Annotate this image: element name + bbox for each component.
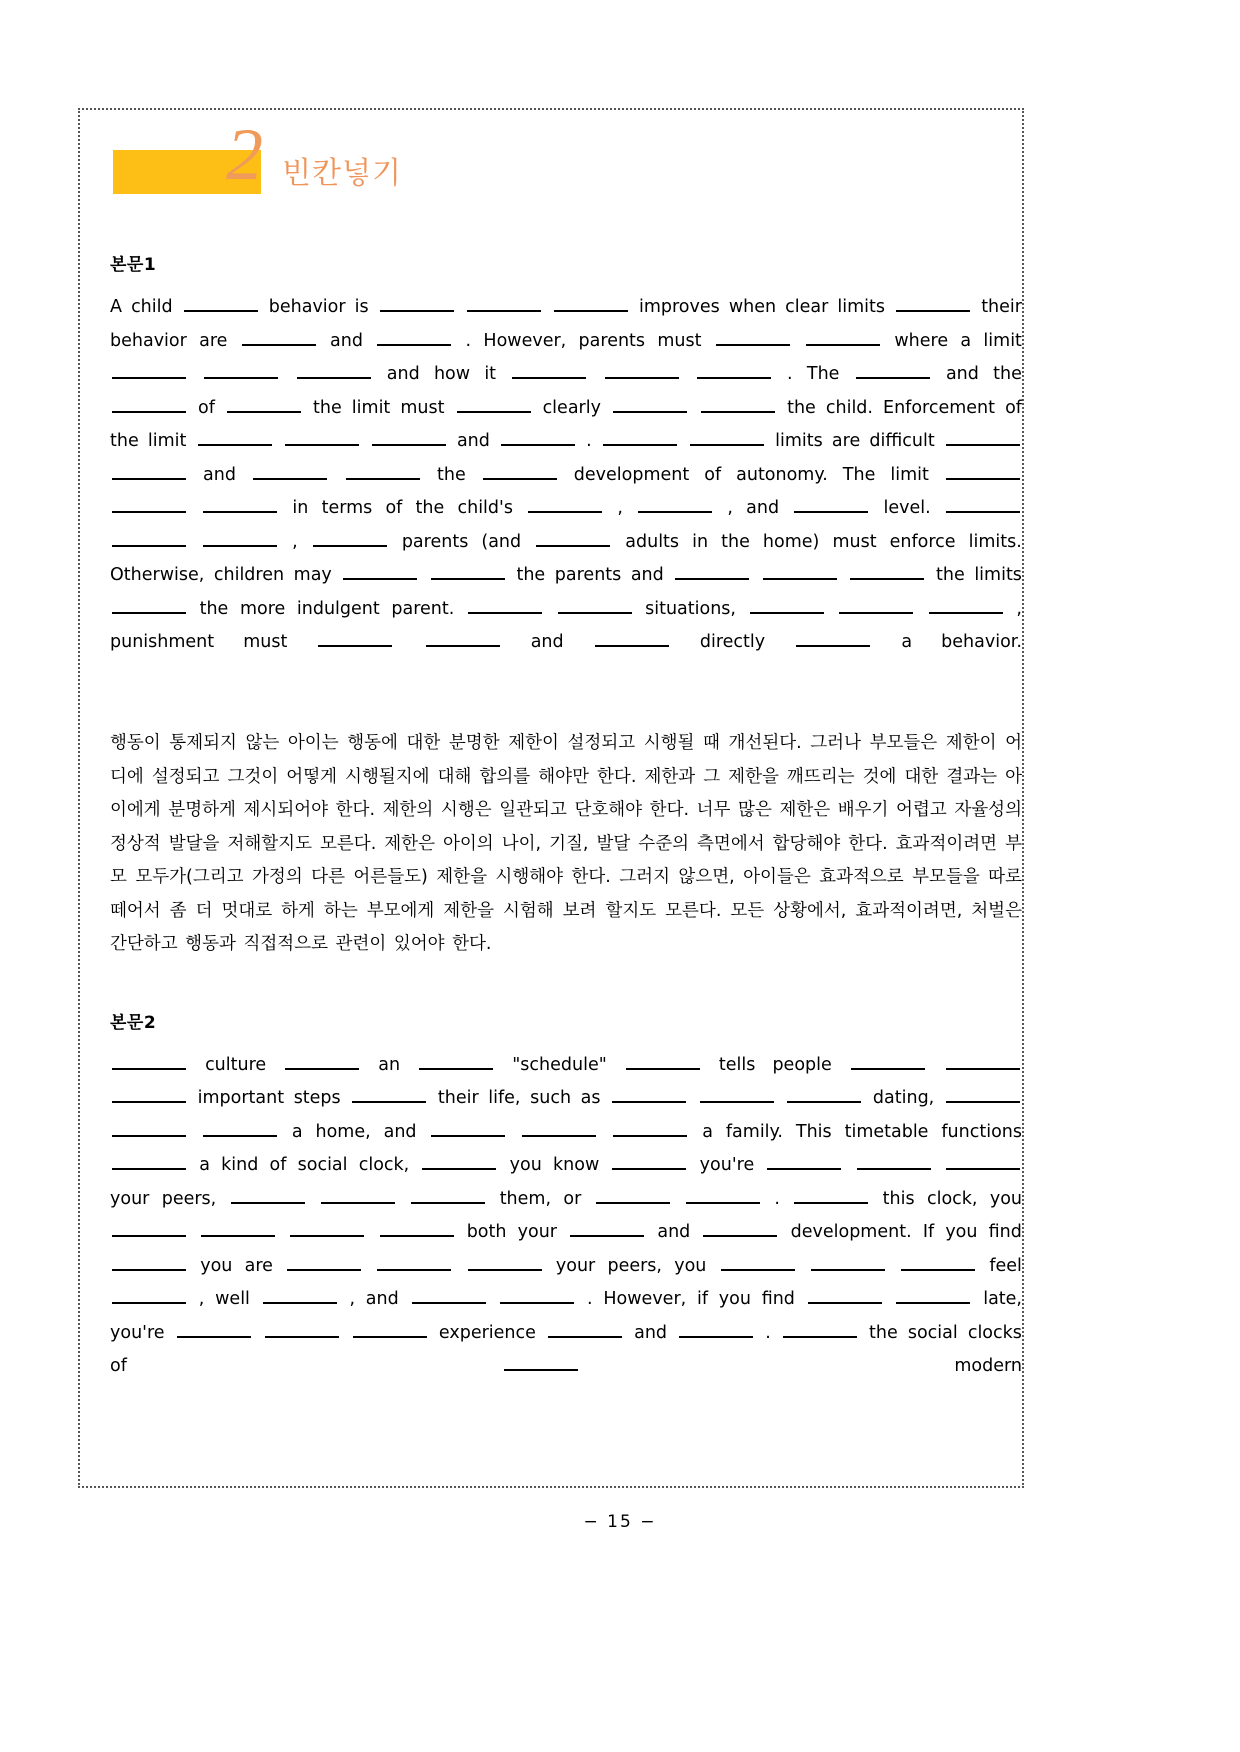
passage-2	[110, 1008, 1022, 1418]
cloze-word: functions	[941, 1121, 1022, 1142]
cloze-word: both	[466, 1222, 507, 1242]
cloze-word: Otherwise,	[110, 565, 205, 585]
cloze-word: of	[1005, 397, 1022, 418]
cloze-word: and	[945, 364, 979, 384]
cloze-word: of	[269, 1155, 287, 1175]
cloze-word: late,	[983, 1289, 1022, 1309]
cloze-word: parents	[401, 531, 469, 552]
cloze-word: social	[297, 1155, 348, 1175]
cloze-word: the	[437, 464, 466, 485]
blank-field[interactable]	[690, 431, 764, 446]
cloze-word: clocks	[967, 1322, 1022, 1343]
cloze-word: limit	[890, 464, 929, 485]
cloze-word: home,	[315, 1121, 371, 1142]
cloze-word: .	[787, 364, 793, 384]
cloze-word: a	[199, 1155, 210, 1175]
blank-field[interactable]	[422, 1155, 496, 1170]
blank-field[interactable]	[612, 1088, 686, 1103]
blank-field[interactable]	[287, 1256, 361, 1271]
cloze-word: and	[330, 330, 363, 351]
blank-field[interactable]	[596, 1189, 670, 1204]
cloze-word: and	[634, 1322, 668, 1343]
blank-field[interactable]	[457, 398, 531, 413]
cloze-word: peers,	[161, 1188, 217, 1209]
page-title: 빈칸넣기	[282, 156, 402, 191]
cloze-word: peers,	[607, 1255, 662, 1276]
section-header	[110, 114, 1022, 206]
blank-field[interactable]	[112, 1122, 186, 1137]
blank-field[interactable]	[946, 465, 1020, 480]
cloze-word: behavior	[110, 330, 187, 351]
cloze-word: ,	[1016, 598, 1022, 619]
blank-field[interactable]	[679, 1323, 753, 1338]
cloze-word: experience	[438, 1322, 536, 1343]
cloze-word: the	[721, 531, 750, 552]
cloze-word: your	[517, 1222, 557, 1242]
cloze-word: behavior	[268, 297, 346, 317]
blank-field[interactable]	[783, 1323, 857, 1338]
cloze-word: autonomy.	[736, 464, 828, 485]
blank-field[interactable]	[857, 1155, 931, 1170]
cloze-word: behavior.	[941, 632, 1022, 652]
cloze-word: "schedule"	[512, 1054, 607, 1075]
cloze-word: you	[674, 1255, 707, 1276]
cloze-word: is	[354, 297, 369, 317]
blank-field[interactable]	[946, 1088, 1020, 1103]
cloze-word: family.	[725, 1121, 783, 1142]
passage-1-label: 본문1	[110, 255, 157, 275]
cloze-word: .	[465, 330, 472, 351]
cloze-word: home)	[762, 531, 820, 552]
cloze-word: the	[516, 565, 546, 585]
cloze-word: .	[774, 1188, 780, 1209]
cloze-word: clock,	[926, 1188, 978, 1209]
cloze-word: (and	[481, 531, 522, 552]
blank-field[interactable]	[929, 599, 1003, 614]
blank-field[interactable]	[811, 1256, 885, 1271]
blank-field[interactable]	[856, 364, 930, 379]
cloze-word: clear	[785, 297, 829, 317]
cloze-word: as	[580, 1088, 601, 1108]
blank-field[interactable]	[901, 1256, 975, 1271]
blank-field[interactable]	[554, 297, 628, 312]
cloze-word: of	[704, 464, 722, 485]
blank-field[interactable]	[548, 1323, 622, 1338]
passage-2-label: 본문2	[110, 1012, 157, 1033]
blank-field[interactable]	[112, 599, 186, 614]
blank-field[interactable]	[626, 1055, 700, 1070]
cloze-word: an	[378, 1054, 401, 1075]
passage-1-cloze-text	[110, 291, 1022, 693]
cloze-word: kind	[221, 1155, 259, 1175]
cloze-word: The	[842, 464, 876, 485]
blank-field[interactable]	[500, 1289, 574, 1304]
cloze-word: must	[243, 632, 288, 652]
blank-field[interactable]	[112, 532, 186, 547]
blank-field[interactable]	[297, 364, 371, 379]
cloze-word: child	[131, 297, 173, 317]
cloze-word: limits.	[968, 531, 1022, 552]
cloze-word: A	[110, 297, 122, 317]
blank-field[interactable]	[263, 1289, 337, 1304]
blank-field[interactable]	[411, 1189, 485, 1204]
cloze-word: limit	[983, 330, 1022, 351]
cloze-word: If	[922, 1222, 935, 1242]
blank-field[interactable]	[204, 364, 278, 379]
cloze-word: dating,	[872, 1088, 935, 1108]
cloze-word: and	[746, 498, 780, 518]
passage-1	[110, 250, 1022, 962]
cloze-word: must	[400, 397, 445, 418]
cloze-word: in	[292, 498, 309, 518]
blank-field[interactable]	[794, 1189, 868, 1204]
cloze-word: parent.	[391, 598, 455, 619]
blank-field[interactable]	[946, 1155, 1020, 1170]
blank-field[interactable]	[318, 632, 392, 647]
cloze-word: development	[573, 464, 690, 485]
blank-field[interactable]	[528, 498, 602, 513]
cloze-word: social	[907, 1322, 958, 1343]
blank-field[interactable]	[501, 431, 575, 446]
cloze-word: This	[795, 1121, 832, 1142]
cloze-word: tells	[718, 1054, 756, 1075]
cloze-word: them,	[499, 1188, 552, 1209]
blank-field[interactable]	[946, 431, 1020, 446]
cloze-word: However,	[603, 1289, 687, 1309]
cloze-word: ,	[727, 498, 733, 518]
cloze-word: ,	[617, 498, 623, 518]
cloze-word: a	[291, 1121, 303, 1142]
cloze-word: a	[960, 330, 972, 351]
cloze-word: improves	[638, 297, 720, 317]
cloze-word: of	[385, 498, 403, 518]
blank-field[interactable]	[201, 1222, 275, 1237]
blank-field[interactable]	[613, 398, 687, 413]
cloze-word: However,	[483, 330, 567, 351]
cloze-word: limit	[147, 431, 187, 451]
blank-field[interactable]	[750, 599, 824, 614]
cloze-word: you're	[110, 1322, 165, 1343]
cloze-word: and	[383, 1121, 417, 1142]
cloze-word: modern	[954, 1356, 1022, 1376]
cloze-word: of	[110, 1356, 127, 1376]
blank-field[interactable]	[558, 599, 632, 614]
cloze-word: their	[437, 1088, 479, 1108]
blank-field[interactable]	[203, 532, 277, 547]
cloze-word: how	[433, 364, 471, 384]
blank-field[interactable]	[112, 498, 186, 513]
cloze-word: ,	[292, 531, 298, 552]
cloze-word: ,	[198, 1289, 205, 1309]
blank-field[interactable]	[483, 465, 557, 480]
cloze-word: feel	[989, 1255, 1022, 1276]
blank-field[interactable]	[265, 1323, 339, 1338]
blank-field[interactable]	[716, 331, 790, 346]
cloze-word: parents	[578, 330, 646, 351]
blank-field[interactable]	[504, 1356, 578, 1371]
cloze-word: you	[509, 1155, 542, 1175]
blank-field[interactable]	[808, 1289, 882, 1304]
cloze-word: the	[869, 1322, 898, 1343]
cloze-word: limits	[974, 565, 1022, 585]
blank-field[interactable]	[184, 297, 258, 312]
blank-field[interactable]	[512, 364, 586, 379]
cloze-word: the	[415, 498, 445, 518]
cloze-word: must	[657, 330, 702, 351]
blank-field[interactable]	[703, 1222, 777, 1237]
cloze-word: and	[365, 1289, 399, 1309]
blank-field[interactable]	[468, 599, 542, 614]
cloze-word: in	[692, 531, 709, 552]
cloze-word: clearly	[542, 397, 601, 418]
blank-field[interactable]	[522, 1122, 596, 1137]
cloze-word: child's	[457, 498, 513, 518]
blank-field[interactable]	[412, 1289, 486, 1304]
cloze-word: enforce	[889, 531, 956, 552]
blank-field[interactable]	[686, 1189, 760, 1204]
cloze-word: their	[981, 297, 1022, 317]
cloze-word: limits	[775, 431, 823, 451]
cloze-word: .	[765, 1322, 771, 1343]
passage-1-translation: 행동이 통제되지 않는 아이는 행동에 대한 분명한 제한이 설정되고 시행될 때 개선된다. 그러나 부모들은 제한이 어디에 설정되고 그것이 어떻게 시행될지에 대해 합의를 해야만 한다. 제한과 그 제한을 깨뜨리는 것에 대한 결과는 아이에게 분명하게 제시되어야 한다. 제한의 시행은 일관되고 단호해야 한다. 너무 많은 제한은 배우기 어렵고 자율성의 정상적 발달을 저해할지도 모른다. 제한은 아이의 나이, 기질, 발달 수준의 측면에서 합당해야 한다. 효과적이려면 부모 모두가(그리고 가정의 다른 어른들도) 제한을 시행해야 한다. 그러지 않으면, 아이들은 효과적으로 부모들을 따로 떼어서 좀 더 멋대로 하게 하는 부모에게 제한을 시험해 보려 할지도 모른다. 모든 상황에서, 효과적이려면, 처벌은 간단하고 행동과 직접적으로 관련이 있어야 한다.	[110, 733, 1022, 954]
blank-field[interactable]	[701, 398, 775, 413]
cloze-word: .	[586, 431, 592, 451]
cloze-word: children	[213, 565, 285, 585]
cloze-word: and	[630, 565, 664, 585]
cloze-word: are	[831, 431, 861, 451]
cloze-word: well	[215, 1289, 250, 1309]
blank-field[interactable]	[431, 565, 505, 580]
blank-field[interactable]	[112, 1155, 186, 1170]
blank-field[interactable]	[203, 1122, 277, 1137]
cloze-word: the	[110, 431, 139, 451]
cloze-word: and	[530, 632, 564, 652]
cloze-word: find	[988, 1222, 1022, 1242]
blank-field[interactable]	[796, 632, 870, 647]
cloze-word: clock,	[358, 1155, 410, 1175]
cloze-word: child.	[825, 397, 873, 418]
page-number: − 15 −	[583, 1512, 657, 1532]
blank-field[interactable]	[112, 364, 186, 379]
cloze-word: more	[239, 598, 286, 619]
cloze-word: and	[456, 431, 490, 451]
cloze-word: adults	[625, 531, 680, 552]
passage-2-cloze-text	[110, 1049, 1022, 1418]
blank-field[interactable]	[419, 1055, 493, 1070]
blank-field[interactable]	[112, 1055, 186, 1070]
blank-field[interactable]	[851, 1055, 925, 1070]
cloze-word: you're	[699, 1155, 755, 1175]
page-footer	[0, 1512, 1240, 1532]
blank-field[interactable]	[346, 465, 420, 480]
section-number: 2	[226, 114, 263, 196]
cloze-word: limits	[837, 297, 886, 317]
cloze-word: terms	[321, 498, 373, 518]
cloze-word: life,	[488, 1088, 521, 1108]
blank-field[interactable]	[177, 1323, 251, 1338]
cloze-word: when	[728, 297, 777, 317]
cloze-word: The	[806, 364, 840, 384]
cloze-word: it	[484, 364, 497, 384]
cloze-word: may	[293, 565, 332, 585]
cloze-word: such	[530, 1088, 572, 1108]
cloze-word: are	[199, 330, 228, 351]
cloze-word: are	[244, 1255, 273, 1276]
blank-field[interactable]	[313, 532, 387, 547]
blank-field[interactable]	[321, 1189, 395, 1204]
page-content	[110, 114, 1022, 1417]
blank-field[interactable]	[700, 1088, 774, 1103]
cloze-word: timetable	[844, 1121, 929, 1142]
cloze-word: parents	[554, 565, 622, 585]
blank-field[interactable]	[253, 465, 327, 480]
cloze-word: you	[200, 1255, 233, 1276]
blank-field[interactable]	[285, 1055, 359, 1070]
cloze-word: limit	[351, 397, 391, 418]
blank-field[interactable]	[896, 297, 970, 312]
cloze-word: and	[203, 464, 236, 485]
cloze-word: your	[555, 1255, 596, 1276]
cloze-word: development.	[790, 1222, 912, 1242]
blank-field[interactable]	[467, 297, 541, 312]
blank-field[interactable]	[536, 532, 610, 547]
cloze-word: ,	[349, 1289, 356, 1309]
blank-field[interactable]	[290, 1222, 364, 1237]
cloze-word: you	[989, 1188, 1022, 1209]
cloze-word: a	[901, 632, 913, 652]
blank-field[interactable]	[372, 431, 446, 446]
blank-field[interactable]	[426, 632, 500, 647]
cloze-word: you	[718, 1289, 751, 1309]
cloze-word: the	[787, 397, 816, 418]
blank-field[interactable]	[377, 331, 451, 346]
blank-field[interactable]	[612, 1155, 686, 1170]
blank-field[interactable]	[285, 431, 359, 446]
blank-field[interactable]	[380, 1222, 454, 1237]
blank-field[interactable]	[767, 1155, 841, 1170]
cloze-word: must	[832, 531, 877, 552]
blank-field[interactable]	[896, 1289, 970, 1304]
blank-field[interactable]	[112, 1088, 186, 1103]
cloze-word: and	[386, 364, 420, 384]
cloze-word: level.	[883, 498, 931, 518]
blank-field[interactable]	[112, 1256, 186, 1271]
cloze-word: or	[563, 1188, 582, 1209]
cloze-word: the	[936, 565, 965, 585]
cloze-word: steps	[293, 1088, 341, 1108]
blank-field[interactable]	[343, 565, 417, 580]
cloze-word: situations,	[645, 598, 736, 619]
cloze-word: indulgent	[296, 598, 380, 619]
cloze-word: if	[696, 1289, 708, 1309]
blank-field[interactable]	[112, 398, 186, 413]
blank-field[interactable]	[794, 498, 868, 513]
cloze-word: punishment	[110, 632, 215, 652]
blank-field[interactable]	[380, 297, 454, 312]
blank-field[interactable]	[112, 465, 186, 480]
blank-field[interactable]	[242, 331, 316, 346]
cloze-word: of	[198, 397, 215, 418]
blank-field[interactable]	[353, 1323, 427, 1338]
cloze-word: the	[199, 598, 229, 619]
blank-field[interactable]	[806, 331, 880, 346]
blank-field[interactable]	[352, 1088, 426, 1103]
cloze-word: the	[313, 397, 342, 418]
blank-field[interactable]	[231, 1189, 305, 1204]
blank-field[interactable]	[112, 1289, 186, 1304]
blank-field[interactable]	[787, 1088, 861, 1103]
blank-field[interactable]	[431, 1122, 505, 1137]
cloze-word: people	[772, 1054, 832, 1075]
cloze-word: important	[197, 1088, 285, 1108]
blank-field[interactable]	[203, 498, 277, 513]
blank-field[interactable]	[946, 498, 1020, 513]
cloze-word: difficult	[869, 431, 935, 451]
blank-field[interactable]	[603, 431, 677, 446]
cloze-word: your	[110, 1188, 150, 1209]
cloze-word: find	[761, 1289, 795, 1309]
blank-field[interactable]	[721, 1256, 795, 1271]
cloze-word: directly	[699, 632, 766, 652]
blank-field[interactable]	[946, 1055, 1020, 1070]
blank-field[interactable]	[595, 632, 669, 647]
blank-field[interactable]	[850, 565, 924, 580]
blank-field[interactable]	[605, 364, 679, 379]
blank-field[interactable]	[570, 1222, 644, 1237]
blank-field[interactable]	[377, 1256, 451, 1271]
cloze-word: and	[657, 1222, 691, 1242]
blank-field[interactable]	[227, 398, 301, 413]
blank-field[interactable]	[638, 498, 712, 513]
blank-field[interactable]	[675, 565, 749, 580]
cloze-word: a	[702, 1121, 713, 1142]
cloze-word: you	[945, 1222, 978, 1242]
cloze-word: culture	[205, 1054, 267, 1075]
cloze-word: the	[993, 364, 1022, 384]
blank-field[interactable]	[763, 565, 837, 580]
cloze-word: where	[894, 330, 949, 351]
cloze-word: Enforcement	[883, 397, 996, 418]
cloze-word: this	[882, 1188, 915, 1209]
cloze-word: .	[587, 1289, 593, 1309]
blank-field[interactable]	[839, 599, 913, 614]
blank-field[interactable]	[468, 1256, 542, 1271]
blank-field[interactable]	[112, 1222, 186, 1237]
blank-field[interactable]	[198, 431, 272, 446]
cloze-word: know	[553, 1155, 600, 1175]
blank-field[interactable]	[697, 364, 771, 379]
blank-field[interactable]	[613, 1122, 687, 1137]
